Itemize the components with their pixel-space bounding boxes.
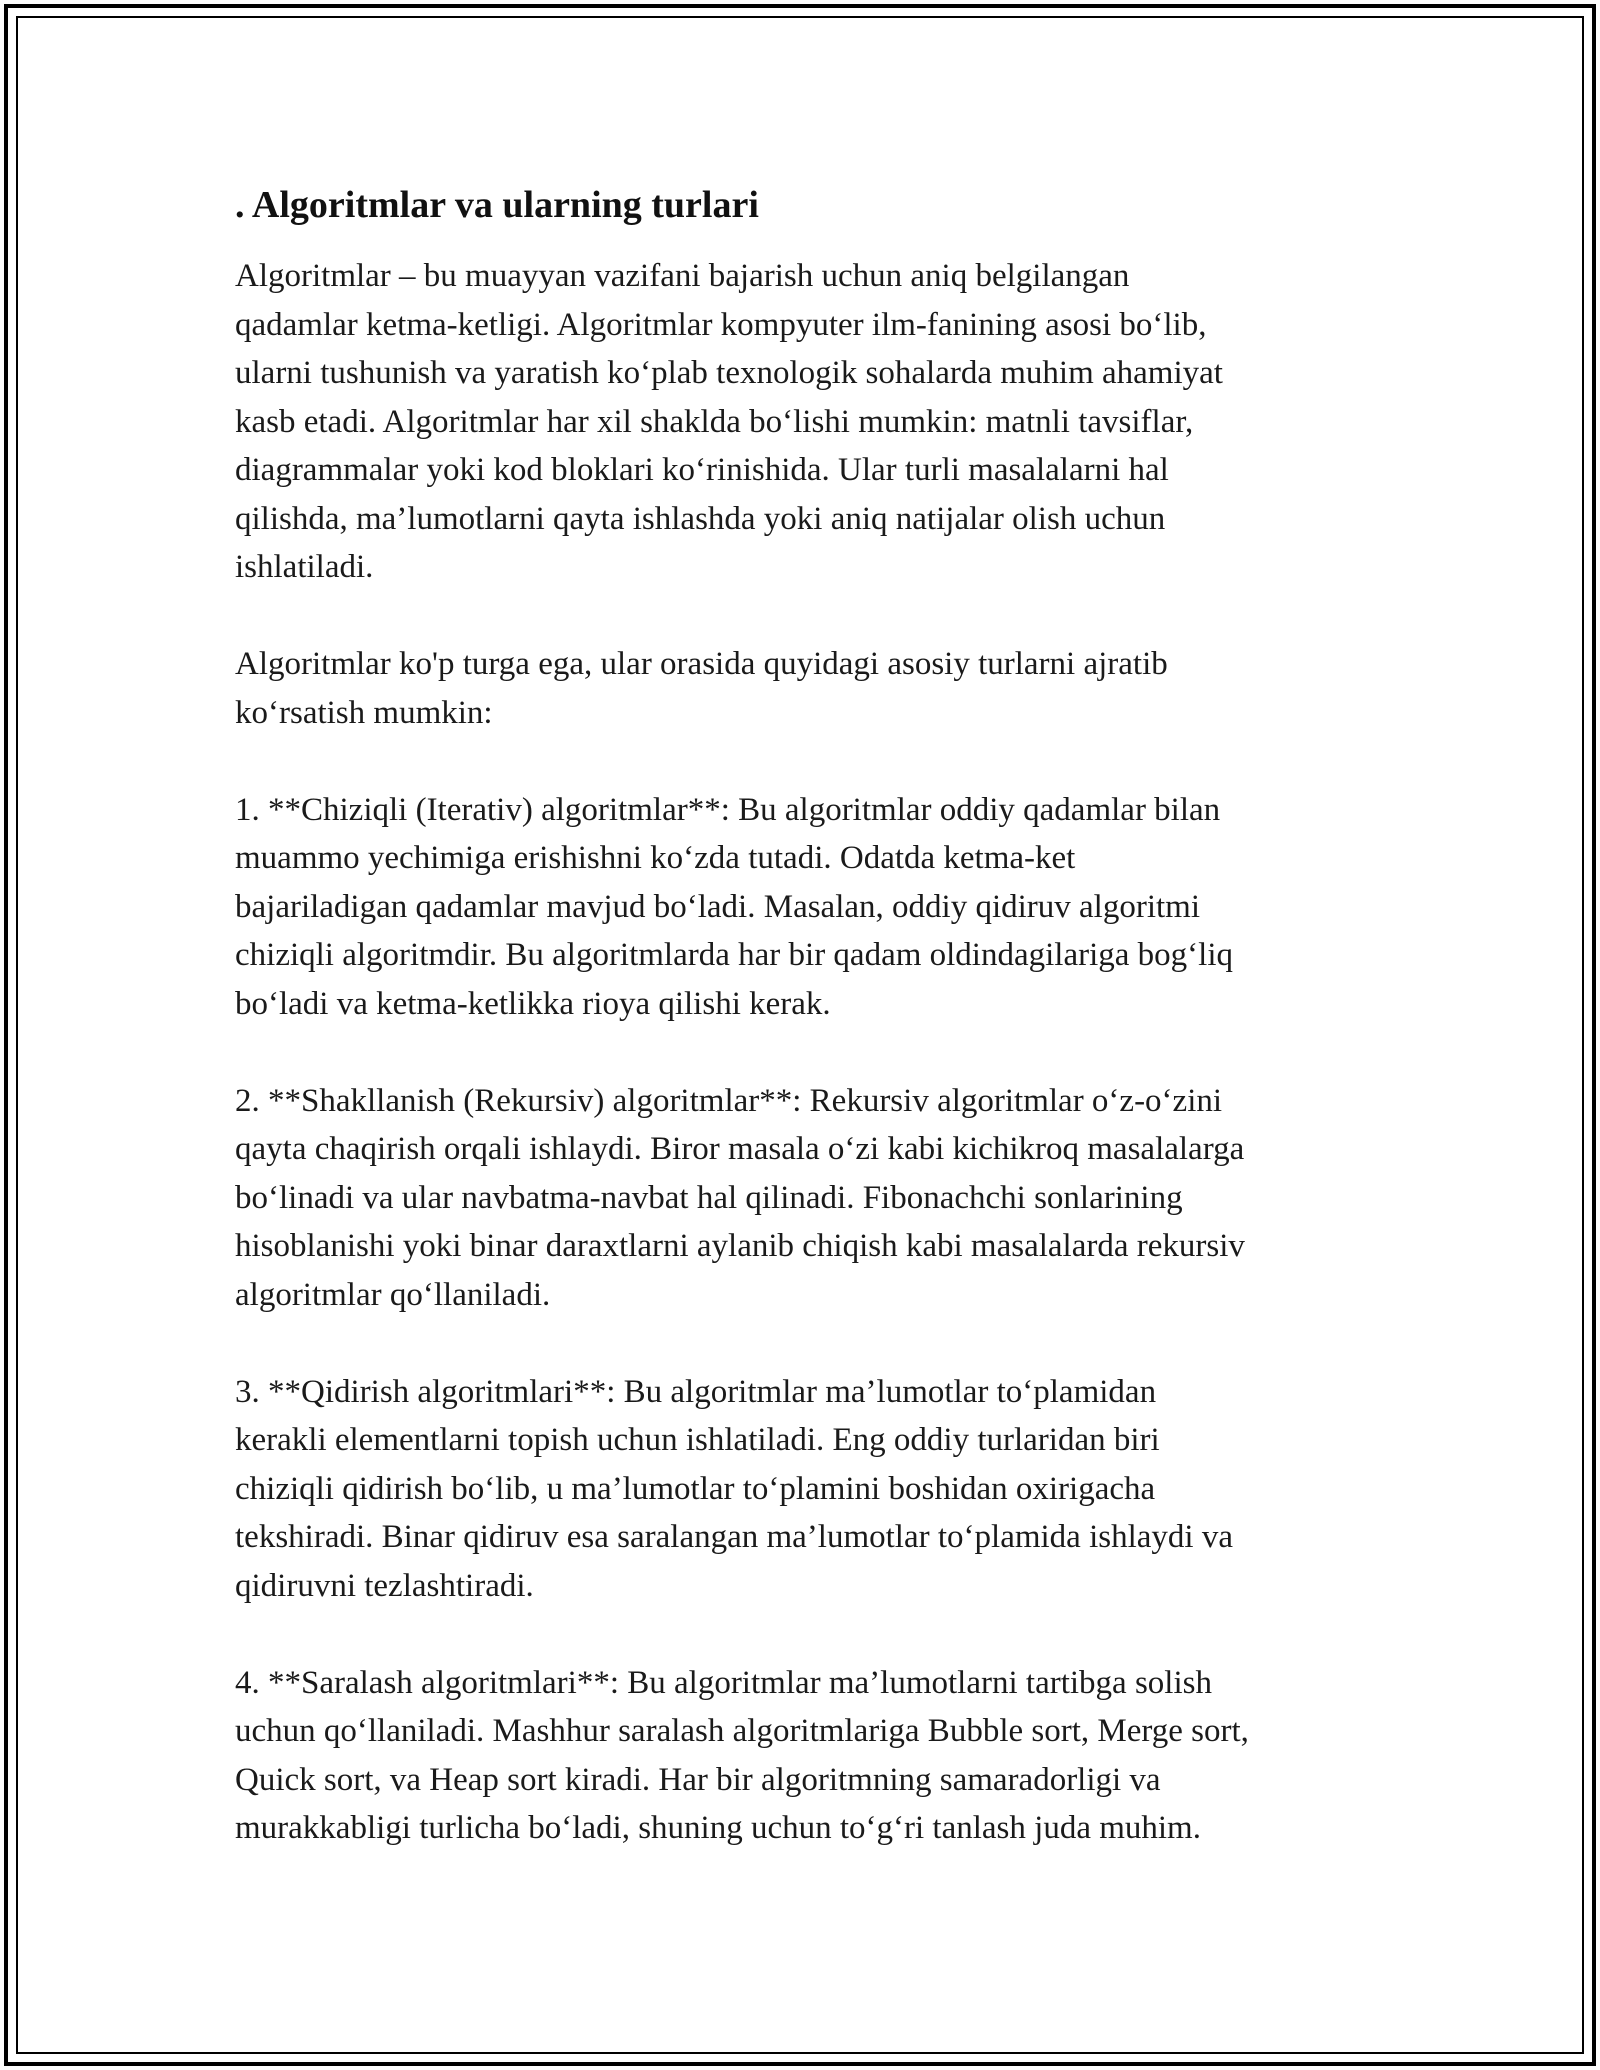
document-body [235, 180, 1385, 1901]
list-item-search-algorithms: 3. **Qidirish algoritmlari**: Bu algoritmlar ma’lumotlar to‘plamidan kerakli elementlarni topish uchun ishlatiladi. Eng oddiy turlaridan biri chiziqli qidirish bo‘lib, u ma’lumotlar to‘plamini boshidan oxirigacha tekshiradi. Binar qidiruv esa saralangan ma’lumotlar to‘plamida ishlaydi va qidiruvni tezlashtiradi. [235, 1373, 1233, 1604]
types-intro-paragraph: Algoritmlar ko'p turga ega, ular orasida quyidagi asosiy turlarni ajratib ko‘rsatish mumkin: [235, 646, 1168, 731]
list-item-sorting-algorithms: 4. **Saralash algoritmlari**: Bu algoritmlar ma’lumotlarni tartibga solish uchun qo‘llaniladi. Mashhur saralash algoritmlariga Bubble sort, Merge sort, Quick sort, va Heap sort kiradi. Har bir algoritmning samaradorligi va murakkabligi turlicha bo‘ladi, shuning uchun to‘g‘ri tanlash juda muhim. [235, 1664, 1249, 1846]
intro-paragraph: Algoritmlar – bu muayyan vazifani bajarish uchun aniq belgilangan qadamlar ketma-ketligi. Algoritmlar kompyuter ilm-fanining asosi bo‘lib, ularni tushunish va yaratish ko‘plab texnologik sohalarda muhim ahamiyat kasb etadi. Algoritmlar har xil shaklda bo‘lishi mumkin: matnli tavsiflar, diagrammalar yoki kod bloklari ko‘rinishida. Ular turli masalalarni hal qilishda, ma’lumotlarni qayta ishlashda yoki aniq natijalar olish uchun ishlatiladi. [235, 258, 1223, 585]
list-item-linear-algorithms: 1. **Chiziqli (Iterativ) algoritmlar**: Bu algoritmlar oddiy qadamlar bilan muammo yechimiga erishishni ko‘zda tutadi. Odatda ketma-ket bajariladigan qadamlar mavjud bo‘ladi. Masalan, oddiy qidiruv algoritmi chiziqli algoritmdir. Bu algoritmlarda har bir qadam oldindagilariga bog‘liq bo‘ladi va ketma-ketlikka rioya qilishi kerak. [235, 791, 1233, 1022]
list-item-recursive-algorithms: 2. **Shakllanish (Rekursiv) algoritmlar**: Rekursiv algoritmlar o‘z-o‘zini qayta chaqirish orqali ishlaydi. Biror masala o‘zi kabi kichikroq masalalarga bo‘linadi va ular navbatma-navbat hal qilinadi. Fibonachchi sonlarining hisoblanishi yoki binar daraxtlarni aylanib chiqish kabi masalalarda rekursiv algoritmlar qo‘llaniladi. [235, 1082, 1245, 1313]
document-heading: . Algoritmlar va ularning turlari [235, 184, 759, 226]
